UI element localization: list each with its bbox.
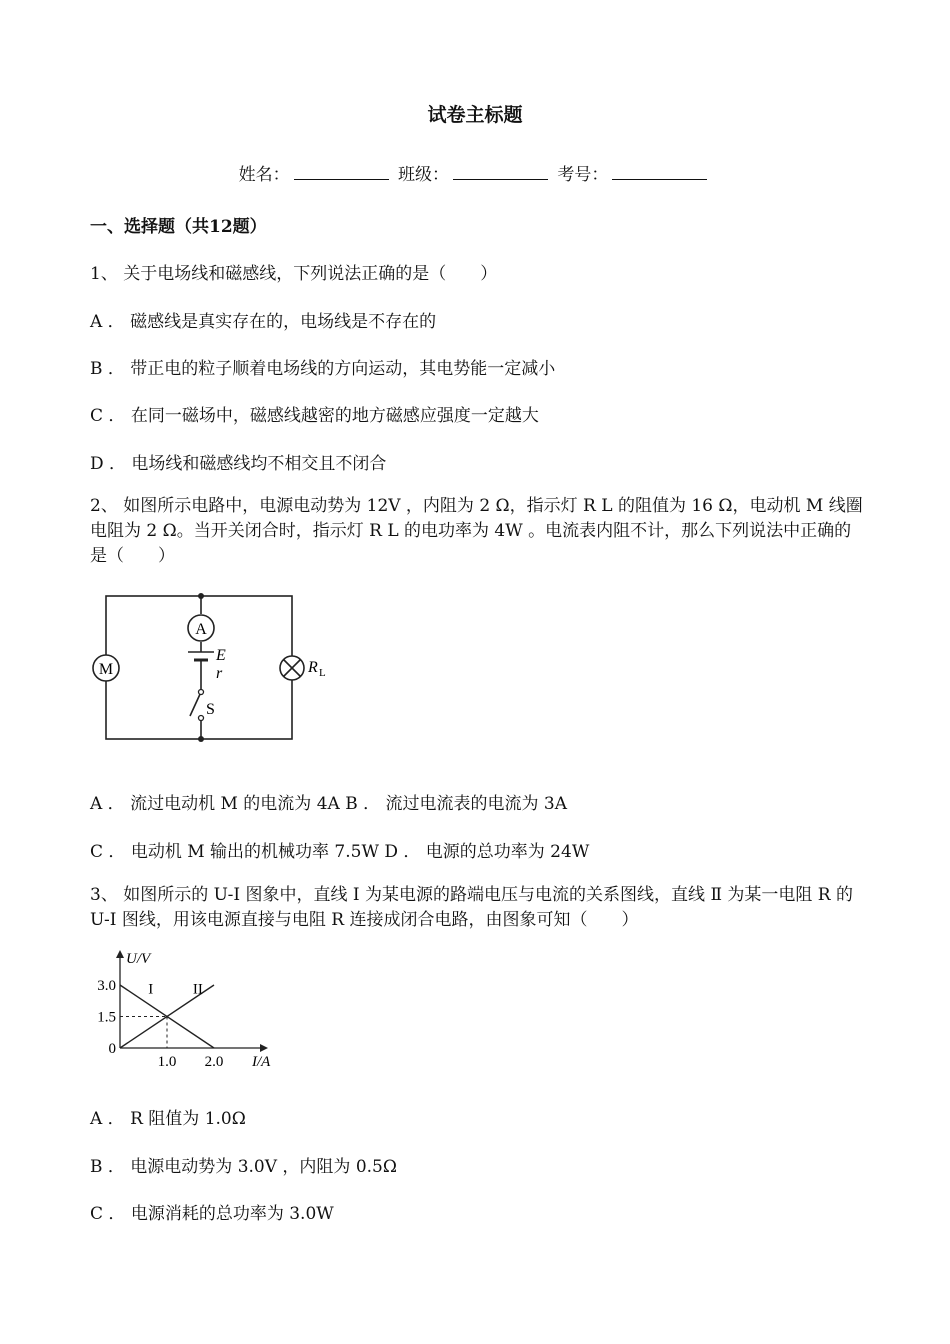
number-field[interactable]: [612, 163, 707, 180]
student-info: [0, 160, 950, 185]
paper-title: 试卷主标题: [427, 104, 523, 126]
q1-option-a: A ． 磁感线是真实存在的，电场线是不存在的: [90, 312, 437, 332]
q1-option-c: C ． 在同一磁场中，磁感线越密的地方磁感应强度一定越大: [90, 406, 539, 426]
lamp-subscript: L: [319, 667, 326, 679]
section-heading: 一、选择题（共12题）: [90, 217, 267, 237]
switch-label: S: [206, 701, 215, 718]
resistance-label: r: [216, 665, 223, 682]
lamp-label: R: [308, 659, 318, 676]
circuit-diagram: [88, 588, 338, 748]
q2-options-ab: A ． 流过电动机 M 的电流为 4A B ． 流过电流表的电流为 3A: [90, 794, 567, 814]
q2-options-cd: C ． 电动机 M 输出的机械功率 7.5W D ． 电源的总功率为 24W: [90, 842, 590, 862]
q3-option-a: A ． R 阻值为 1.0Ω: [90, 1109, 246, 1129]
ammeter-label: A: [195, 621, 207, 638]
series-label-1: I: [148, 981, 154, 998]
y-axis-label: U/V: [126, 951, 151, 967]
class-field[interactable]: [453, 163, 548, 180]
y-tick-label-1: 1.5: [97, 1009, 116, 1026]
q3-stem: 3、 如图所示的 U-I 图象中，直线 Ⅰ 为某电源的路端电压与电流的关系图线，直线 Ⅱ 为某一电阻 R 的 U-I 图线，用该电源直接与电阻 R 连接成闭合电路，由图象可知（ ）: [90, 885, 854, 930]
switch-blade: [190, 692, 201, 716]
motor-label: M: [98, 661, 114, 678]
q2-stem: 2、 如图所示电路中，电源电动势为 12V ，内阻为 2 Ω，指示灯 R L 的阻值为 16 Ω，电动机 M 线圈电阻为 2 Ω。当开关闭合时，指示灯 R L 的电功率为 4W 。电流表内阻不计，那么下列说法中正确的是（ ）: [90, 496, 863, 566]
q3-option-b: B ． 电源电动势为 3.0V ，内阻为 0.5Ω: [90, 1157, 397, 1177]
q3-option-c: C ． 电源消耗的总功率为 3.0W: [90, 1204, 334, 1224]
u-i-graph: [86, 950, 286, 1075]
class-label: 班级：: [398, 165, 449, 185]
q1-option-b: B ． 带正电的粒子顺着电场线的方向运动，其电势能一定减小: [90, 359, 556, 379]
number-label: 考号：: [557, 165, 609, 185]
name-field[interactable]: [294, 163, 389, 180]
y-tick-label-2: 3.0: [97, 978, 116, 994]
x-axis-label: I/A: [252, 1054, 271, 1070]
emf-label: E: [216, 647, 226, 664]
series-label-2: II: [192, 981, 203, 998]
name-label: 姓名：: [238, 165, 290, 185]
y-tick-label-0: 0: [108, 1041, 116, 1057]
x-tick-label-0: 1.0: [157, 1054, 177, 1070]
x-tick-label-1: 2.0: [204, 1054, 224, 1070]
q1-stem: 1、 关于电场线和磁感线，下列说法正确的是（ ）: [90, 264, 498, 284]
q1-option-d: D ． 电场线和磁感线均不相交且不闭合: [90, 454, 387, 474]
